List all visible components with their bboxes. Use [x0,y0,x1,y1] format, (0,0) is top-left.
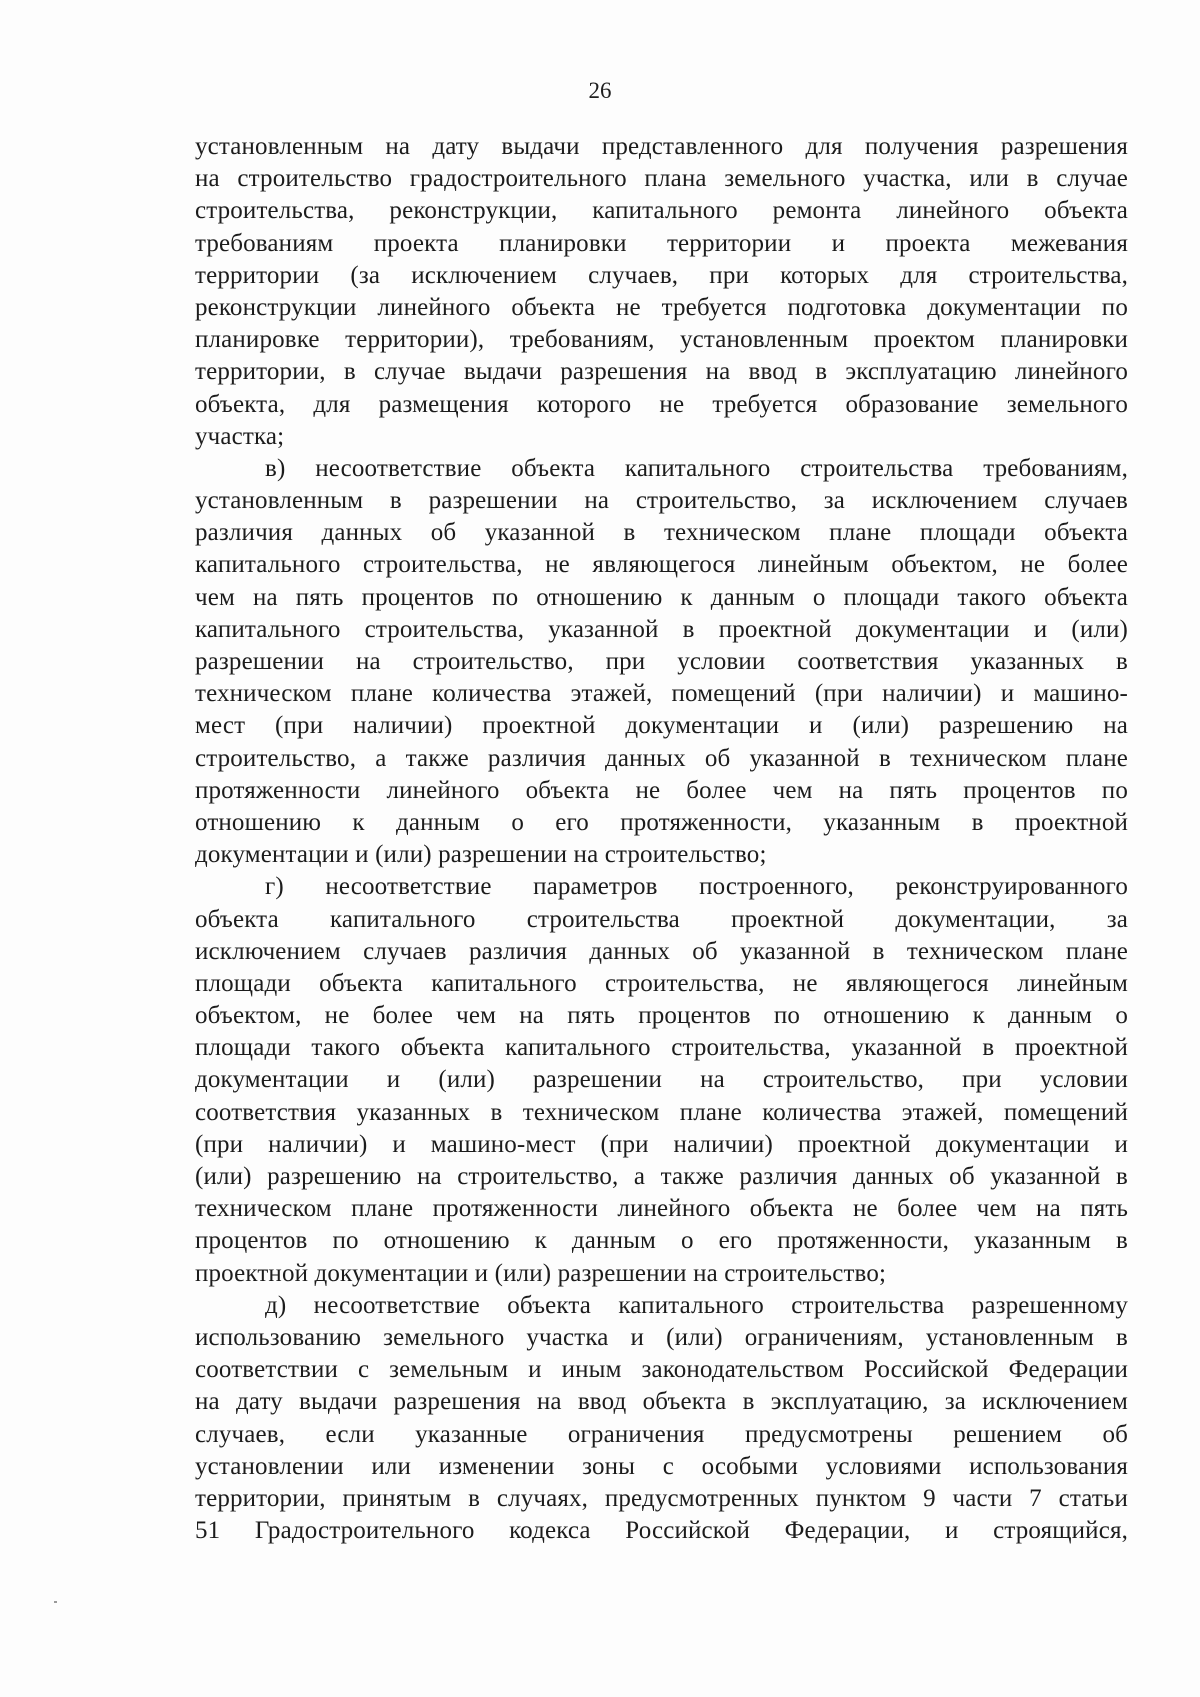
text-line: территории, в случае выдачи разрешения на ввод в эксплуатацию линейного [195,358,1128,386]
text-line: (или) разрешению на строительство, а также различия данных об указанной в [195,1163,1128,1190]
body-text [195,131,1128,1547]
text-line: реконструкции линейного объекта не требуется подготовка документации по [195,293,1128,321]
text-line: документации и (или) разрешении на строительство, при условии [195,1066,1128,1094]
text-line: отношению к данным о его протяженности, указанным в проектной [195,808,1128,836]
text-line: площади такого объекта капитального строительства, указанной в проектной [195,1034,1128,1062]
text-line: установлении или изменении зоны с особыми условиями использования [195,1452,1128,1480]
text-line: (при наличии) и машино-мест (при наличии) проектной документации и [195,1130,1128,1158]
text-line: объекта капитального строительства проектной документации, за [195,905,1128,933]
text-line: случаев, если указанные ограничения предусмотрены решением об [195,1420,1128,1448]
text-line: 51 Градостроительного кодекса Российской Федерации, и строящийся, [195,1517,1128,1545]
text-line: г) несоответствие параметров построенного, реконструированного [265,873,1128,901]
page-number: 26 [588,78,612,103]
text-line: объектом, не более чем на пять процентов по отношению к данным о [195,1002,1128,1030]
text-line: территории (за исключением случаев, при которых для строительства, [195,261,1128,289]
text-line: на строительство градостроительного плана земельного участка, или в случае [195,165,1128,193]
text-line: протяженности линейного объекта не более чем на пять процентов по [195,776,1128,804]
text-line: планировке территории), требованиям, установленным проектом планировки [195,326,1128,354]
text-line: чем на пять процентов по отношению к данным о площади такого объекта [195,583,1128,611]
text-line: процентов по отношению к данным о его протяженности, указанным в [195,1227,1128,1255]
text-line: использованию земельного участка и (или) ограничениям, установленным в [195,1323,1128,1351]
text-line: строительство, а также различия данных об указанной в техническом плане [195,744,1128,772]
text-line: в) несоответствие объекта капитального строительства требованиям, [265,454,1128,482]
text-line: д) несоответствие объекта капитального строительства разрешенному [265,1291,1128,1319]
text-line: проектной документации и (или) разрешении на строительство; [195,1259,887,1287]
scan-speck [54,1601,57,1603]
text-line: территории, принятым в случаях, предусмотренных пунктом 9 части 7 статьи [195,1484,1128,1512]
text-line: мест (при наличии) проектной документации и (или) разрешению на [195,712,1128,740]
text-line: различия данных об указанной в техническом плане площади объекта [195,519,1128,547]
text-line: установленным в разрешении на строительство, за исключением случаев [195,487,1128,515]
text-line: объекта, для размещения которого не требуется образование земельного [195,390,1128,418]
text-line: техническом плане количества этажей, помещений (при наличии) и машино- [195,680,1128,708]
text-line: разрешении на строительство, при условии соответствия указанных в [195,648,1128,675]
text-line: требованиям проекта планировки территории и проекта межевания [195,229,1128,257]
text-line: капитального строительства, не являющегося линейным объектом, не более [195,551,1128,579]
text-line: соответствии с земельным и иным законодательством Российской Федерации [195,1356,1128,1384]
text-line: на дату выдачи разрешения на ввод объекта в эксплуатацию, за исключением [195,1388,1128,1416]
text-line: строительства, реконструкции, капитального ремонта линейного объекта [195,197,1128,225]
text-line: установленным на дату выдачи представленного для получения разрешения [195,133,1128,160]
text-line: капитального строительства, указанной в проектной документации и (или) [195,615,1128,643]
text-line: исключением случаев различия данных об указанной в техническом плане [195,937,1128,965]
text-line: техническом плане протяженности линейного объекта не более чем на пять [195,1195,1128,1223]
text-line: участка; [195,422,285,450]
text-line: площади объекта капитального строительства, не являющегося линейным [195,969,1128,997]
text-line: документации и (или) разрешении на строительство; [195,841,767,869]
text-line: соответствия указанных в техническом плане количества этажей, помещений [195,1098,1128,1126]
